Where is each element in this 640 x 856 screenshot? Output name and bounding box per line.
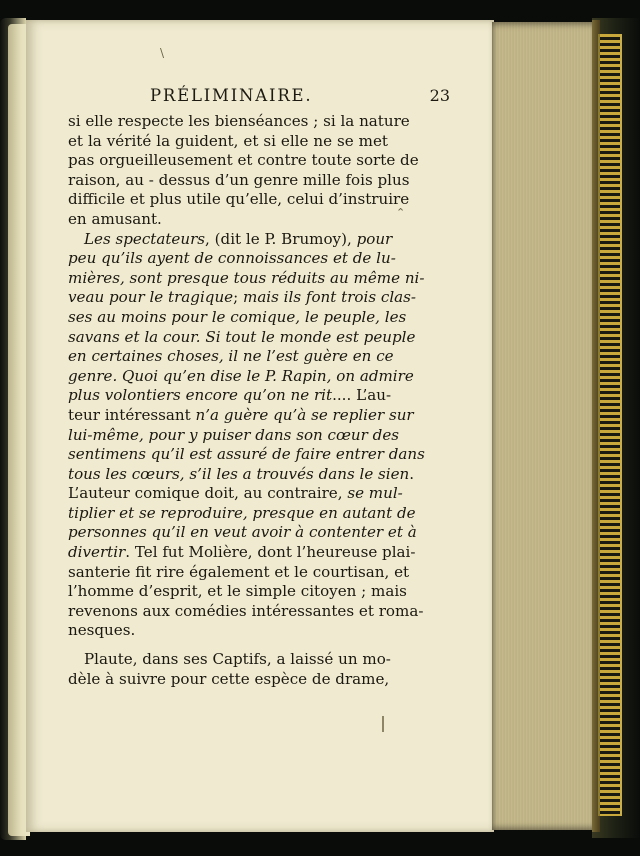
text-span: santerie fit rire également et le courtisan, et bbox=[68, 562, 410, 581]
text-span: pas orgueilleusement et contre toute sorte de bbox=[68, 151, 419, 170]
italic-text-span: lui-même, pour y puiser dans son cœur des bbox=[68, 425, 400, 444]
text-span: si elle respecte les bienséances ; si la nature bbox=[68, 112, 410, 130]
italic-text-span: mais ils font trois clas- bbox=[243, 288, 417, 307]
text-span: Plaute, dans ses Captifs, a laissé un mo- bbox=[84, 650, 391, 669]
text-line bbox=[68, 288, 417, 308]
italic-text-span: mières, sont presque tous réduits au même ni- bbox=[68, 268, 425, 287]
text-span: L’auteur comique doit, au contraire, bbox=[68, 484, 348, 503]
text-line bbox=[68, 464, 415, 485]
text-span: . bbox=[409, 464, 415, 483]
italic-text-span: Les spectateurs bbox=[84, 229, 206, 248]
italic-text-span: personnes qu’il en veut avoir à contenter et à bbox=[68, 523, 417, 542]
text-span: et la vérité la guident, et si elle ne se met bbox=[68, 131, 388, 150]
italic-text-span: divertir bbox=[68, 543, 126, 562]
gilt-cover-border bbox=[598, 34, 622, 816]
text-line bbox=[68, 210, 388, 230]
page-header bbox=[150, 86, 450, 110]
text-line bbox=[68, 445, 425, 465]
text-line bbox=[68, 670, 388, 690]
text-line bbox=[68, 151, 419, 171]
text-span: . Tel fut Molière, dont l’heureuse plai- bbox=[125, 543, 416, 562]
text-line bbox=[68, 425, 400, 446]
italic-text-span: tiplier et se reproduire, presque en autant de bbox=[68, 503, 416, 522]
text-line bbox=[68, 562, 410, 583]
text-line bbox=[68, 386, 392, 406]
pencil-mark: ⌃ bbox=[396, 206, 406, 219]
text-span: en amusant. bbox=[68, 209, 162, 228]
text-line bbox=[68, 503, 416, 524]
text-line bbox=[68, 170, 410, 191]
pencil-mark: \ bbox=[160, 46, 165, 60]
italic-text-span: tous les cœurs, s’il les a trouvés dans le sien bbox=[68, 464, 410, 483]
text-span: , (dit le P. Brumoy), bbox=[205, 229, 357, 248]
text-span: raison, au - dessus d’un genre mille fois plus bbox=[68, 170, 410, 189]
text-line bbox=[68, 601, 424, 622]
text-line bbox=[68, 229, 393, 250]
text-span: difficile et plus utile qu’elle, celui d’instruire bbox=[68, 190, 410, 209]
text-line bbox=[68, 484, 403, 504]
paragraph-gap bbox=[68, 641, 388, 650]
text-span: dèle à suivre pour cette espèce de drame, bbox=[68, 669, 390, 688]
text-line bbox=[68, 190, 410, 210]
italic-text-span: sentimens qu’il est assuré de faire entrer dans bbox=[68, 445, 425, 464]
italic-text-span: peu qu’ils ayent de connoissances et de lu- bbox=[68, 249, 396, 268]
text-line bbox=[68, 347, 394, 367]
italic-text-span: savans et la cour. Si tout le monde est peuple bbox=[68, 327, 416, 346]
running-title: PRÉLIMINAIRE. bbox=[150, 86, 313, 105]
pencil-mark bbox=[382, 716, 384, 732]
text-span: .... L’au- bbox=[332, 386, 392, 405]
text-line bbox=[68, 307, 407, 328]
text-line bbox=[68, 249, 396, 269]
text-span: revenons aux comédies intéressantes et roma- bbox=[68, 601, 424, 620]
text-line bbox=[68, 582, 407, 602]
text-span: nesques. bbox=[68, 621, 136, 640]
page-block-edges bbox=[492, 22, 596, 830]
italic-text-span: en certaines choses, il ne l’est guère en ce bbox=[68, 347, 394, 366]
italic-text-span: genre. Quoi qu’en dise le P. Rapin, on admire bbox=[68, 366, 414, 385]
text-line bbox=[68, 523, 417, 543]
page-number: 23 bbox=[429, 86, 450, 105]
italic-text-span: n’a guère qu’à se replier sur bbox=[195, 405, 414, 424]
text-line bbox=[68, 650, 391, 670]
text-span: ; bbox=[233, 288, 243, 307]
italic-text-span: ses au moins pour le comique, le peuple, les bbox=[68, 307, 407, 326]
text-line bbox=[68, 405, 414, 426]
text-line bbox=[68, 268, 425, 289]
text-line bbox=[68, 112, 410, 132]
text-span: l’homme d’esprit, et le simple citoyen ; mais bbox=[68, 582, 407, 601]
body-text bbox=[68, 112, 425, 689]
text-line bbox=[68, 366, 414, 387]
italic-text-span: pour bbox=[356, 229, 393, 248]
text-line bbox=[68, 327, 416, 348]
text-span: teur intéressant bbox=[68, 405, 196, 424]
italic-text-span: se mul- bbox=[347, 484, 403, 503]
text-line bbox=[68, 543, 416, 563]
italic-text-span: plus volontiers encore qu’on ne rit bbox=[68, 386, 333, 405]
italic-text-span: veau pour le tragique bbox=[68, 288, 234, 307]
text-line bbox=[68, 132, 388, 152]
text-line bbox=[68, 621, 388, 641]
